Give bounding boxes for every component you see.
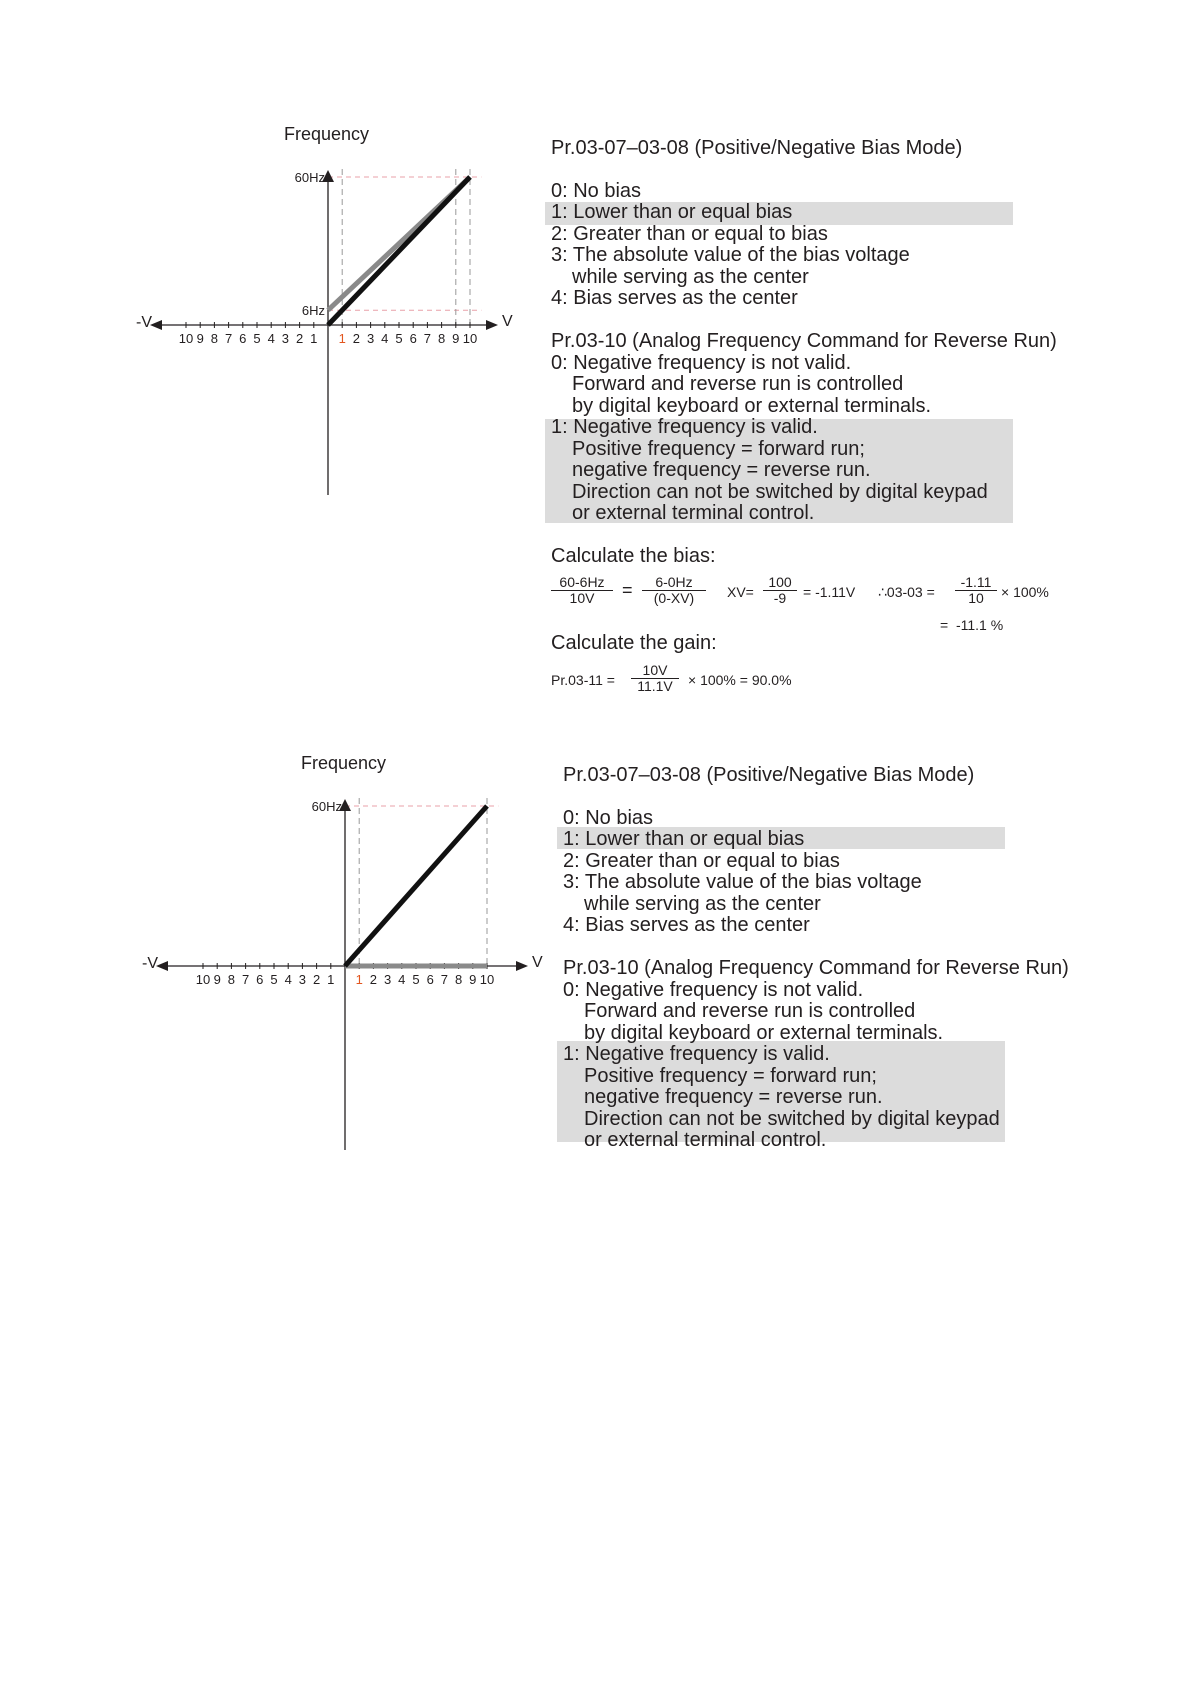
x-tick-label: 3: [298, 972, 307, 987]
reverse-option-detail: Direction can not be switched by digital keypad: [572, 480, 988, 503]
x-tick-label: 4: [398, 972, 406, 987]
panel-2-text: [563, 765, 1123, 1152]
x-tick-label: 8: [227, 972, 236, 987]
y-tick-label: 60Hz: [311, 799, 342, 814]
x-tick-label: 7: [423, 331, 432, 346]
x-tick-label: 3: [366, 331, 375, 346]
reverse-option-detail: or external terminal control.: [572, 502, 815, 524]
fraction: $\frac{100}{-9}$: [763, 575, 797, 606]
x-tick-label: 3: [281, 331, 290, 346]
x-tick-label: 5: [270, 972, 278, 987]
x-tick-label: 5: [412, 972, 420, 987]
x-tick-label: 1: [338, 331, 346, 346]
x-tick-label: 2: [369, 972, 378, 987]
bias-option-continued: while serving as the center: [584, 892, 821, 915]
x-tick-label: 5: [253, 331, 261, 346]
reverse-option-detail: Positive frequency = forward run;: [584, 1064, 877, 1087]
y-axis-label: Frequency: [301, 753, 387, 773]
x-tick-label: 8: [437, 331, 446, 346]
reverse-option-detail: negative frequency = reverse run.: [584, 1086, 883, 1108]
x-axis-label: V: [532, 954, 543, 971]
fraction: $\frac{6-0Hz}{(0-XV)}$: [642, 575, 706, 606]
bias-option: 2: Greater than or equal to bias: [563, 849, 840, 872]
x-tick-label: 9: [452, 331, 460, 346]
reverse-option: 1: Negative frequency is valid.: [563, 1043, 830, 1065]
x-tick-label: 10: [178, 331, 194, 346]
x-tick-label: 10: [479, 972, 495, 987]
bias-mode-title: Pr.03-07–03-08 (Positive/Negative Bias Mode): [563, 764, 975, 786]
x-tick-label: 7: [224, 331, 233, 346]
x-tick-label: 9: [469, 972, 477, 987]
x-tick-label: 8: [454, 972, 463, 987]
reverse-option-detail: by digital keyboard or external terminals.: [584, 1021, 944, 1044]
bias-chart-2: [0, 0, 560, 1200]
bias-option: 4: Bias serves as the center: [563, 914, 810, 936]
reverse-run-title: Pr.03-10 (Analog Frequency Command for Reverse Run): [563, 957, 1069, 979]
calc-gain-title: Calculate the gain:: [551, 632, 717, 654]
series-line-black: [345, 806, 487, 966]
fraction: $\frac{10V}{11.1V}$: [631, 663, 679, 694]
x-tick-label: 2: [312, 972, 321, 987]
times-100-percent: × 100%: [1001, 584, 1049, 600]
y-tick-label: 60Hz: [294, 170, 325, 185]
bias-option: 2: Greater than or equal to bias: [551, 222, 828, 245]
x-tick-label: 10: [462, 331, 478, 346]
x-tick-label: 9: [213, 972, 221, 987]
reverse-option-detail: or external terminal control.: [584, 1129, 827, 1151]
reverse-option-detail: Positive frequency = forward run;: [572, 437, 865, 460]
bias-option-continued: while serving as the center: [572, 265, 809, 288]
bias-option: 3: The absolute value of the bias voltage: [551, 244, 910, 266]
x-tick-label: 3: [383, 972, 392, 987]
x-tick-label: 8: [210, 331, 219, 346]
x-tick-label: 9: [196, 331, 204, 346]
reverse-option-detail: Forward and reverse run is controlled: [584, 1000, 916, 1022]
calc-bias-title: Calculate the bias:: [551, 545, 716, 567]
reverse-run-title: Pr.03-10 (Analog Frequency Command for Reverse Run): [551, 330, 1057, 352]
x-tick-label: 1: [355, 972, 363, 987]
reverse-option-detail: Forward and reverse run is controlled: [572, 373, 904, 395]
reverse-option: 1: Negative frequency is valid.: [551, 416, 818, 438]
bias-option: 0: No bias: [563, 806, 654, 829]
gain-label: Pr.03-11 =: [551, 672, 615, 688]
x-tick-label: 10: [195, 972, 211, 987]
reverse-option: 0: Negative frequency is not valid.: [551, 351, 852, 374]
x-tick-label: 6: [426, 972, 434, 987]
fraction: $\frac{-1.11}{10}$: [955, 575, 997, 606]
bias-option: 3: The absolute value of the bias voltage: [563, 871, 922, 893]
x-tick-label: 5: [395, 331, 403, 346]
fraction: $\frac{60-6Hz}{10V}$: [551, 575, 613, 606]
bias-option: 0: No bias: [551, 179, 642, 202]
bias-result: = -11.1 %: [940, 617, 1004, 633]
y-axis-label: Frequency: [284, 124, 370, 144]
x-tick-label: 6: [256, 972, 264, 987]
bias-option: 4: Bias serves as the center: [551, 287, 798, 309]
xv-result: = -1.11V: [803, 584, 856, 600]
x-axis-arrow-right: [516, 961, 528, 971]
x-tick-label: 6: [239, 331, 247, 346]
y-tick-label: 6Hz: [301, 303, 325, 319]
reverse-option-detail: negative frequency = reverse run.: [572, 459, 871, 481]
x-tick-label: 1: [310, 331, 318, 346]
neg-x-axis-label: -V: [142, 955, 158, 972]
therefore-label: ∴03-03 =: [878, 584, 935, 600]
x-tick-label: 4: [284, 972, 292, 987]
x-tick-label: 4: [267, 331, 275, 346]
x-tick-label: 7: [241, 972, 250, 987]
xv-label: XV=: [727, 584, 754, 600]
bias-option: 1: Lower than or equal bias: [551, 201, 793, 223]
bias-mode-title: Pr.03-07–03-08 (Positive/Negative Bias Mode): [551, 137, 963, 159]
x-tick-label: 7: [440, 972, 449, 987]
bias-option: 1: Lower than or equal bias: [563, 828, 805, 850]
reverse-option-detail: by digital keyboard or external terminals.: [572, 394, 932, 417]
x-tick-label: 2: [295, 331, 304, 346]
reverse-option-detail: Direction can not be switched by digital keypad: [584, 1107, 1000, 1130]
x-axis-label: V: [502, 313, 513, 330]
equals-sign: =: [622, 580, 633, 600]
reverse-option: 0: Negative frequency is not valid.: [563, 978, 864, 1001]
gain-result: × 100% = 90.0%: [688, 672, 792, 688]
x-tick-label: 4: [381, 331, 389, 346]
x-tick-label: 6: [409, 331, 417, 346]
neg-x-axis-label: -V: [136, 314, 152, 331]
x-tick-label: 1: [327, 972, 335, 987]
x-tick-label: 2: [352, 331, 361, 346]
